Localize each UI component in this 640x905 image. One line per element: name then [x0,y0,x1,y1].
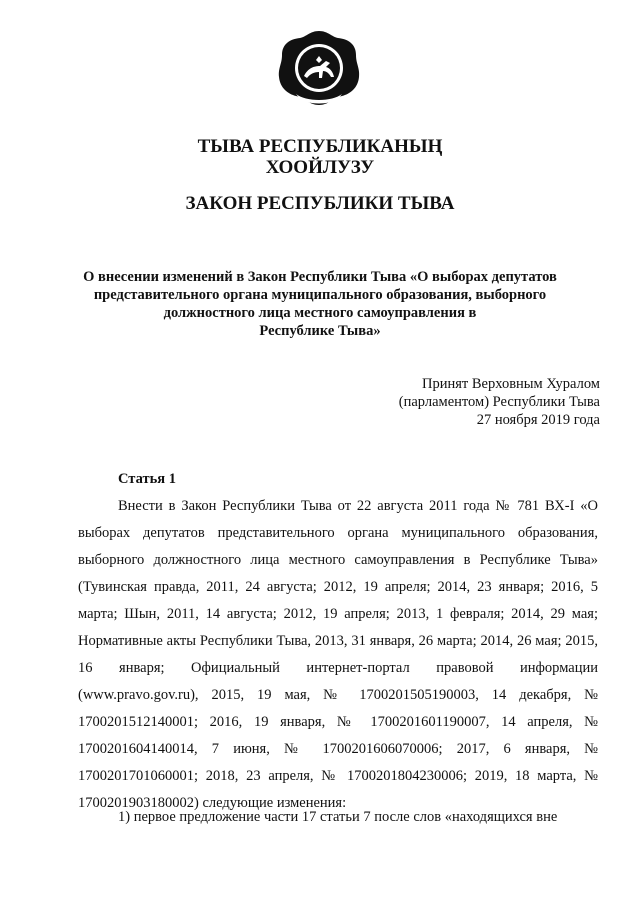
article-heading: Статья 1 [118,471,176,487]
law-subject [0,268,640,340]
law-title: ЗАКОН РЕСПУБЛИКИ ТЫВА [185,193,455,214]
adoption-line: Принят Верховным Хуралом [422,376,600,392]
republic-title-line: ТЫВА РЕСПУБЛИКАНЫҢ [197,136,443,157]
article-paragraph: Внести в Закон Республики Тыва от 22 августа 2011 года № 781 ВХ-I «О выборах депутатов представительного органа муниципального образования, выборного должностного лица местного самоуправления в Республике Тыва» (Тувинская правда, 2011, 24 августа; 2012, 19 апреля; 2014, 23 января; 2016, 5 марта; Шын, 2011, 14 августа; 2012, 19 апреля; 2013, 1 февраля; 2014, 29 мая; Нормативные акты Республики Тыва, 2013, 31 января, 26 марта; 2014, 26 мая; 2015, 16 января; Официальный интернет-портал правовой информации (www.pravo.gov.ru), 2015, 19 мая, № 1700201505190003, 14 декабря, № 1700201512140001; 2016, 19 января, № 1700201601190007, 14 апреля, № 1700201604140014, 7 июня, № 1700201606070006; 2017, 6 января, № 1700201701060001; 2018, 23 апреля, № 1700201804230006; 2019, 18 марта, № 1700201903180002) следующие изменения: [78,498,598,811]
adoption-line: (парламентом) Республики Тыва [398,394,600,410]
article-paragraph: 1) первое предложение части 17 статьи 7 после слов «находящихся вне [118,809,558,825]
adoption-date: 27 ноября 2019 года [476,412,600,428]
subject-line: представительного органа муниципального образования, выборного [93,287,547,303]
republic-title-line: ХООЙЛУЗУ [265,157,375,178]
subject-line: должностного лица местного самоуправления в [163,305,477,321]
subject-line: Республике Тыва» [259,323,381,339]
adoption-note [399,375,600,429]
republic-title-tuvan [0,136,640,178]
subject-line: О внесении изменений в Закон Республики Тыва «О выборах депутатов [83,269,557,285]
tuva-emblem-icon [276,28,362,108]
